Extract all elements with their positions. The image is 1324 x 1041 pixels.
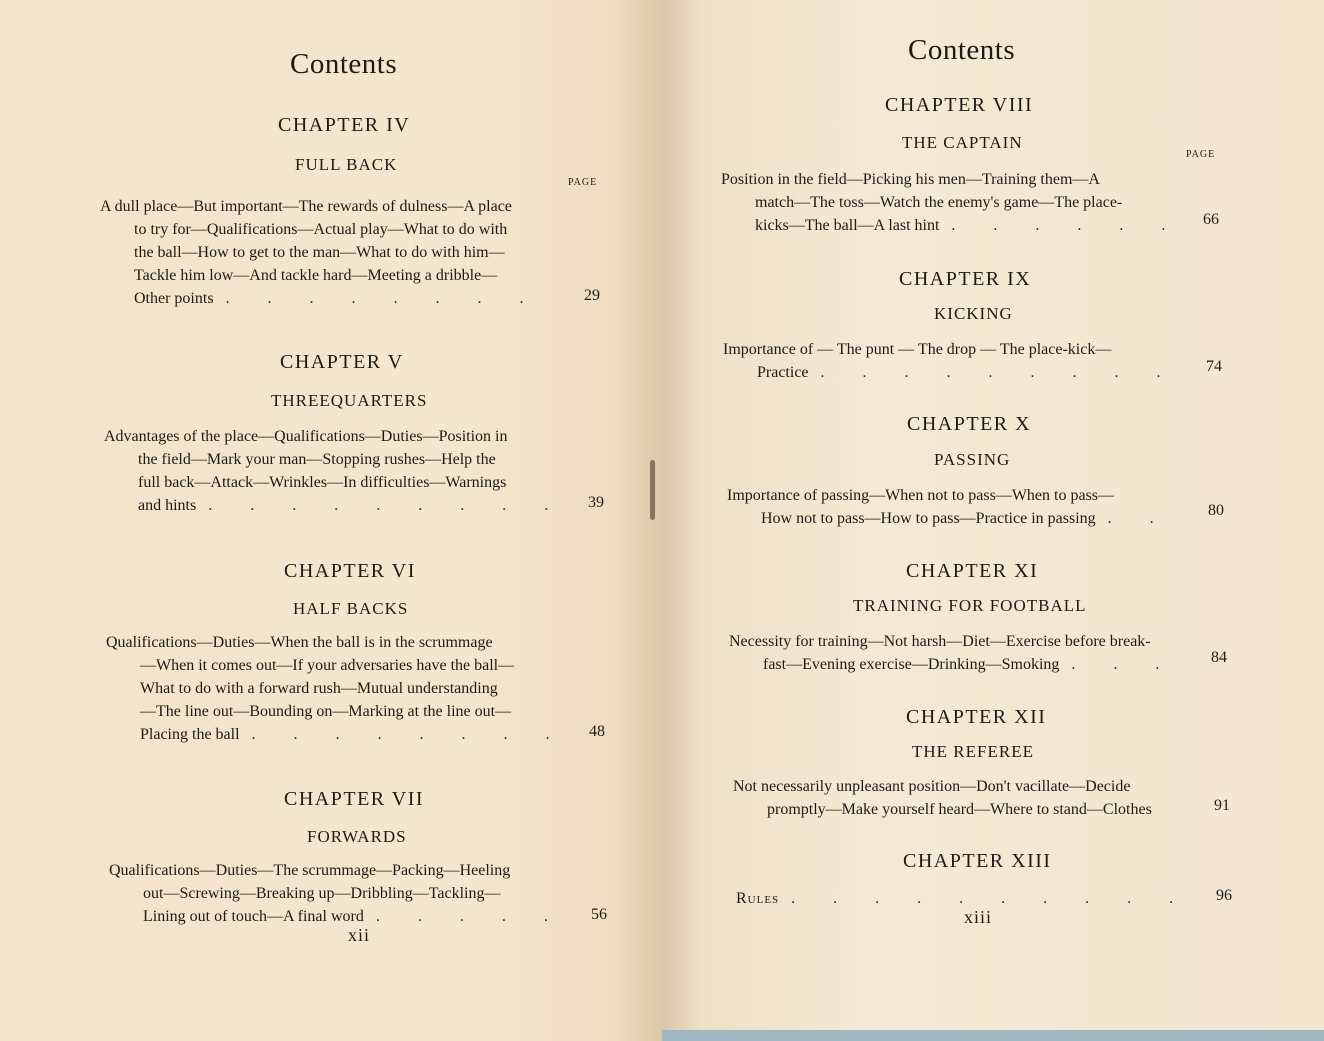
summary-line: Other points: [134, 290, 214, 307]
summary-line: promptly—Make yourself heard—Where to stand—Clothes: [767, 801, 1152, 818]
summary-line: Qualifications—Duties—The scrummage—Packing—Heeling: [109, 862, 511, 879]
dot-leader: [240, 723, 561, 746]
chapter-summary: [727, 484, 1179, 530]
dot-leader: [196, 494, 559, 517]
chapter-heading: CHAPTER XI: [906, 560, 1039, 582]
binding-gutter: [650, 460, 655, 520]
summary-last-line: [100, 287, 555, 310]
summary-line: to try for—Qualifications—Actual play—What to do with: [134, 221, 508, 238]
chapter-title: KICKING: [934, 304, 1013, 323]
summary-last-line: [721, 214, 1176, 237]
dot-leader: [1059, 653, 1181, 676]
summary-line: A dull place—But important—The rewards of dulness—A place: [100, 198, 512, 215]
chapter-title: THREEQUARTERS: [271, 391, 428, 410]
summary-line: full back—Attack—Wrinkles—In difficulties—Warnings: [138, 474, 507, 491]
page-number: 80: [1208, 502, 1224, 519]
summary-line: Not necessarily unpleasant position—Don't vacillate—Decide: [733, 778, 1131, 795]
page-column-label: PAGE: [1186, 149, 1216, 160]
page-column-label: PAGE: [568, 177, 598, 188]
chapter-summary: [733, 775, 1188, 821]
summary-line: How not to pass—How to pass—Practice in passing: [761, 510, 1096, 527]
page-number: 56: [591, 906, 607, 923]
summary-last-line: [736, 887, 1176, 910]
summary-line: out—Screwing—Breaking up—Dribbling—Tackling—: [143, 885, 501, 902]
chapter-summary: [104, 425, 559, 517]
summary-line: the field—Mark your man—Stopping rushes—Help the: [138, 451, 496, 468]
dot-leader: [364, 905, 561, 928]
summary-line: match—The toss—Watch the enemy's game—The place-: [755, 194, 1123, 211]
chapter-summary: [109, 859, 561, 928]
page-title: Contents: [290, 48, 398, 80]
summary-last-line: [723, 361, 1175, 384]
summary-line: Advantages of the place—Qualifications—Duties—Position in: [104, 428, 508, 445]
summary-last-line: [729, 653, 1181, 676]
page-folio: xii: [348, 925, 371, 945]
chapter-title: PASSING: [934, 450, 1011, 469]
chapter-heading: CHAPTER XII: [906, 706, 1047, 728]
summary-line: Placing the ball: [140, 726, 240, 743]
dot-leader: [939, 214, 1176, 237]
summary-line: Lining out of touch—A final word: [143, 908, 364, 925]
dot-leader: [214, 287, 555, 310]
right-page: [662, 0, 1324, 1030]
summary-line: What to do with a forward rush—Mutual understanding: [140, 680, 498, 697]
page-folio: xiii: [964, 907, 993, 927]
chapter-title: FULL BACK: [295, 155, 398, 174]
summary-line: the ball—How to get to the man—What to do with him—: [134, 244, 505, 261]
summary-line: Necessity for training—Not harsh—Diet—Exercise before break-: [729, 633, 1151, 650]
dot-leader: [809, 361, 1175, 384]
page-number: 48: [589, 723, 605, 740]
chapter-heading: CHAPTER IX: [899, 268, 1032, 290]
page-edge: [662, 1030, 1324, 1041]
summary-last-line: [104, 494, 559, 517]
chapter-title: TRAINING FOR FOOTBALL: [853, 596, 1087, 615]
chapter-heading: CHAPTER XIII: [903, 850, 1052, 872]
summary-line: Qualifications—Duties—When the ball is in the scrummage: [106, 634, 493, 651]
summary-last-line: [109, 905, 561, 928]
chapter-heading: CHAPTER V: [280, 351, 404, 373]
page-number: 96: [1216, 887, 1232, 904]
chapter-heading: CHAPTER VIII: [885, 94, 1034, 116]
page-title: Contents: [908, 34, 1016, 66]
chapter-heading: CHAPTER IV: [278, 114, 411, 136]
chapter-title: THE CAPTAIN: [902, 133, 1023, 152]
chapter-heading: CHAPTER X: [907, 413, 1032, 435]
summary-line: —The line out—Bounding on—Marking at the line out—: [140, 703, 512, 720]
summary-line: Tackle him low—And tackle hard—Meeting a dribble—: [134, 267, 498, 284]
summary-line: Importance of — The punt — The drop — The place-kick—: [723, 341, 1112, 358]
chapter-summary: [721, 168, 1176, 237]
summary-line: —When it comes out—If your adversaries have the ball—: [140, 657, 515, 674]
summary-line: Rules: [736, 890, 780, 907]
summary-line: Importance of passing—When not to pass—When to pass—: [727, 487, 1115, 504]
summary-line: Practice: [757, 364, 809, 381]
summary-last-line: [106, 723, 561, 746]
page-number: 74: [1206, 358, 1222, 375]
summary-line: and hints: [138, 497, 197, 514]
chapter-summary: [106, 631, 561, 746]
page-number: 66: [1203, 211, 1219, 228]
page-number: 84: [1211, 649, 1227, 666]
page-number: 91: [1214, 797, 1230, 814]
chapter-title: FORWARDS: [307, 827, 407, 846]
chapter-title: THE REFEREE: [912, 742, 1034, 761]
page-number: 39: [588, 494, 604, 511]
chapter-summary: [729, 630, 1181, 676]
dot-leader: [1096, 507, 1179, 530]
chapter-heading: CHAPTER VII: [284, 788, 425, 810]
chapter-summary: [723, 338, 1175, 384]
summary-line: kicks—The ball—A last hint: [755, 217, 940, 234]
summary-line: fast—Evening exercise—Drinking—Smoking: [763, 656, 1060, 673]
chapter-heading: CHAPTER VI: [284, 560, 416, 582]
summary-last-line: [727, 507, 1179, 530]
page-number: 29: [584, 287, 600, 304]
chapter-summary: [100, 195, 555, 310]
chapter-title: HALF BACKS: [293, 599, 409, 618]
summary-line: Position in the field—Picking his men—Training them—A: [721, 171, 1100, 188]
chapter-summary: [736, 887, 1176, 910]
